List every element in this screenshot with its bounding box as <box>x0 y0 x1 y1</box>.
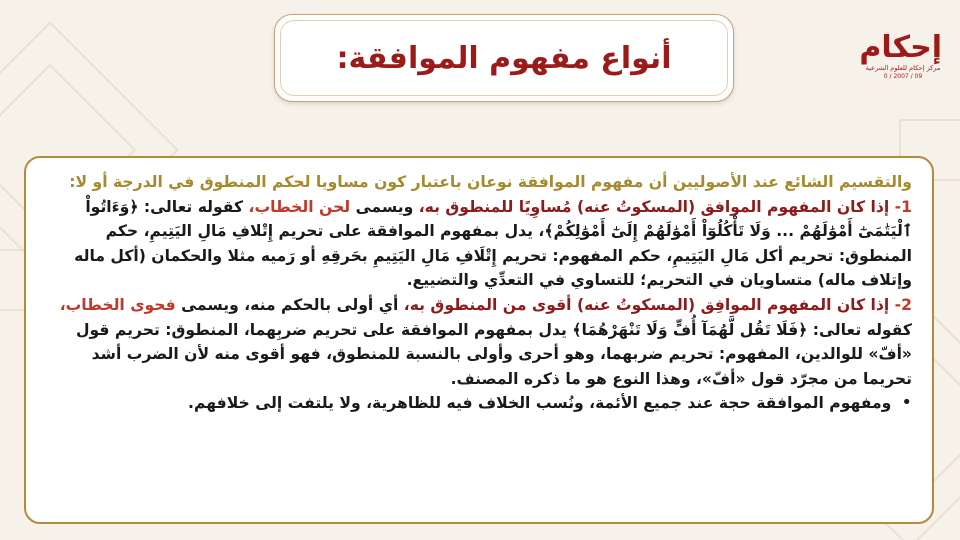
bullet-item <box>46 391 912 416</box>
bullet-dot-icon: • <box>901 392 912 414</box>
slide-title: أنواع مفهوم الموافقة: <box>336 40 672 76</box>
item-1-example-lead: كقوله تعالى: <box>143 197 244 216</box>
logo-subtitle: مركز إحكام للعلوم الشرعية <box>865 64 941 72</box>
item-2-verse: ﴿فَلَا تَقُل لَّهُمَآ أُفٍّ وَلَا تَنْهَرْهُمَا﴾ <box>572 320 808 339</box>
bullet-text: ومفهوم الموافقة حجة عند جميع الأئمة، ونُسب الخلاف فيه للظاهرية، ولا يلتفت إلى خلافهم. <box>188 394 892 413</box>
item-1-paragraph <box>46 195 912 293</box>
item-1-heading: إذا كان المفهوم الموافق (المسكوتُ عنه) مُساوِيًا للمنطوق به، <box>418 197 890 216</box>
item-2-term: فحوى الخطاب، <box>59 295 176 314</box>
item-1-term: لحن الخطاب، <box>248 197 351 216</box>
item-2-example-lead: كقوله تعالى: <box>812 320 912 339</box>
item-2-heading: إذا كان المفهوم الموافِق (المسكوتُ عنه) أقوى من المنطوق به، <box>403 295 890 314</box>
logo-phone: 0 / 2007 / 09 <box>883 73 923 80</box>
title-box <box>274 14 734 102</box>
item-2-explanation: يدل بمفهوم الموافقة على تحريم ضربِهما، المنطوق: تحريم قول «أفّ» للوالدين، المفهوم: تحريم ضربهما، وهو أحرى وأولى بالنسبة للمنطوق، فهو أقوى منه لأن الضرب أشد تحريما من مجرّد قول «أفّ»، وهذا النوع هو ما ذكره المصنف. <box>75 320 912 388</box>
item-2-number: 2- <box>894 295 912 314</box>
intro-paragraph: والتقسيم الشائع عند الأصوليين أن مفهوم الموافقة نوعان باعتبار كون مساويا لحكم المنطوق في الدرجة أو لا: <box>69 173 912 191</box>
content-box <box>24 156 934 524</box>
logo-name: إحكام <box>859 30 942 65</box>
item-1-verse: ﴿وَءَاتُواْ ٱلْيَتَٰمَىٰٓ أَمْوَٰلَهُمْ ... وَلَا تَأْكُلُوٓاْ أَمْوَٰلَهُمْ إِلَىٰٓ أَمْوَٰلِكُمْ﴾، <box>85 197 912 241</box>
item-2-paragraph <box>46 293 912 391</box>
item-1-naming: ويسمى <box>355 197 414 216</box>
item-1-number: 1- <box>894 197 912 216</box>
logo <box>859 30 942 96</box>
item-2-naming: أي أولى بالحكم منه، ويسمى <box>181 295 399 314</box>
item-1-explanation: يدل بمفهوم الموافقة على تحريم إِتْلافِ مَالِ اليَتِيمِ، حكم المنطوق: تحريم أكل مَالِ اليَتِيمِ، حكم المفهوم: تحريم إِتْلَافِ مَالِ اليَتِيمِ بحَرقِهِ أو رَميه مثلا والحكمان (أكل ماله وإتلاف ماله) متساويان في التحريم؛ للتساوي في التعدِّي والتضييع. <box>74 222 912 290</box>
